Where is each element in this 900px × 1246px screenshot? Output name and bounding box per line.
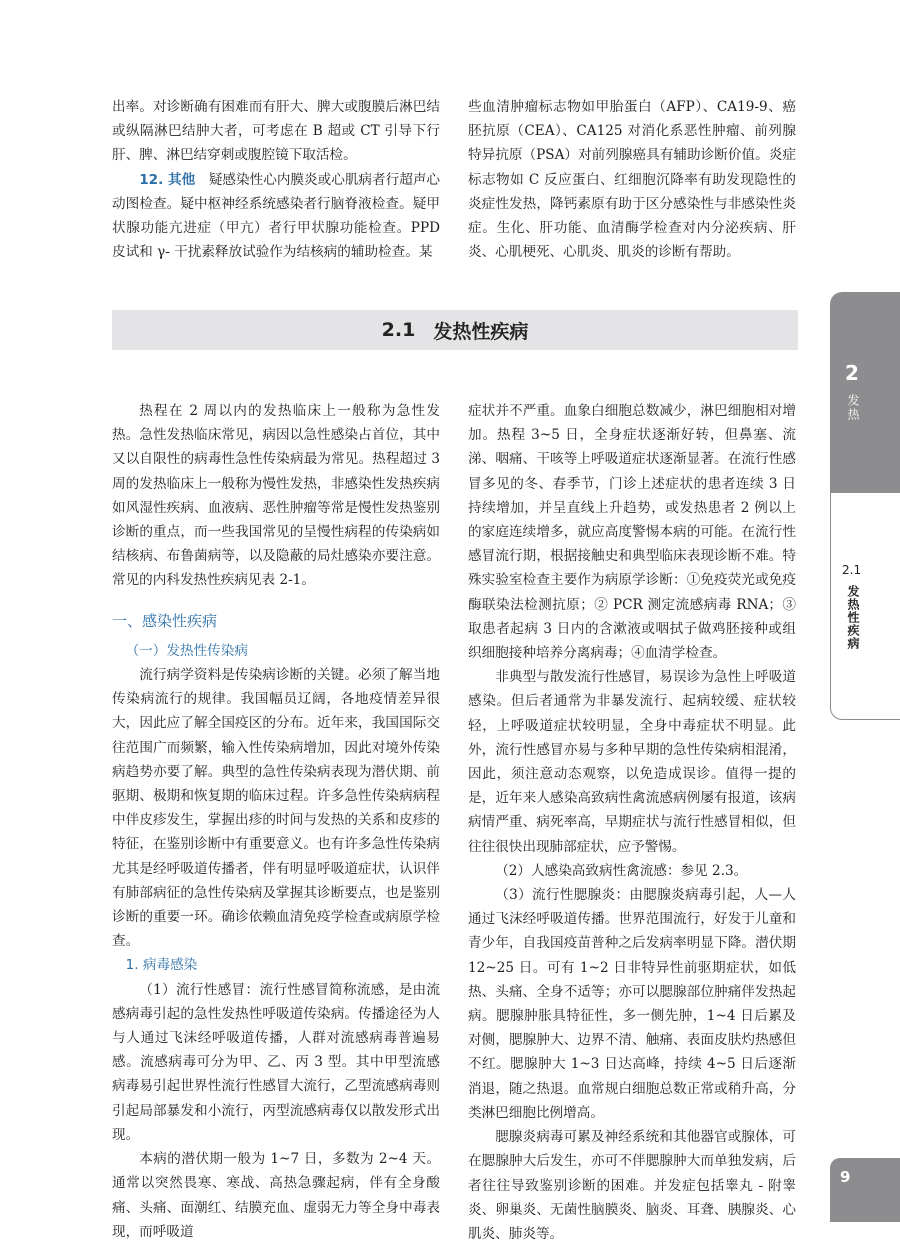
paragraph: 本病的潜伏期一般为 1~7 日，多数为 2~4 天。通常以突然畏寒、寒战、高热急骤起病，伴有全身酸痛、头痛、面潮红、结膜充血、虚弱无力等全身中毒表现，而呼吸道: [112, 1151, 440, 1240]
paragraph: 流行病学资料是传染病诊断的关键。必须了解当地传染病流行的规律。我国幅员辽阔，各地疫情差异很大，因此应了解全国疫区的分布。近年来，我国国际交往范围广而频繁，输入性传染病增加，因此对境外传染病趋势亦要了解。典型的急性传染病表现为潜伏期、前驱期、极期和恢复期的临床过程。许多急性传染病病程中伴皮疹发生，掌握出疹的时间与发热的关系和皮疹的特征，在鉴别诊断中有重要意义。也有许多急性传染病尤其是经呼吸道传播者，伴有明显呼吸道症状，认识伴有肺部病征的急性传染病及掌握其诊断要点，也是鉴别诊断的重要一环。确诊依赖血清免疫学检查或病原学检查。: [112, 667, 440, 950]
section-banner: [112, 310, 798, 350]
item-text: 疑感染性心内膜炎或心肌病者行超声心动图检查。疑中枢神经系统感染者行脑脊液检查。疑甲状腺功能亢进症（甲亢）者行甲状腺功能检查。PPD 皮试和 γ- 干扰素释放试验作为结核病的辅助检查。某: [112, 171, 441, 261]
heading-level-2: （一）发热性传染病: [125, 642, 248, 659]
heading-level-1: 一、感染性疾病: [112, 611, 218, 630]
paragraph: （1）流行性感冒：流行性感冒简称流感，是由流感病毒引起的急性发热性呼吸道传染病。传播途径为人与人通过飞沫经呼吸道传播，人群对流感病毒普遍易感。流感病毒可分为甲、乙、丙 3 型。其中甲型流感病毒易引起世界性流行性感冒大流行，乙型流感病毒则引起局部暴发和小流行，丙型流感病毒仅以散发形式出现。: [112, 981, 440, 1143]
section-number: 2.1: [381, 319, 416, 341]
section-title: 发热性疾病: [433, 320, 529, 343]
paragraph: （2）人感染高致病性禽流感：参见 2.3。: [495, 862, 748, 879]
chapter-label: 发热: [846, 394, 860, 422]
item-number: 12. 其他: [139, 171, 196, 188]
paragraph: 些血清肿瘤标志物如甲胎蛋白（AFP）、CA19-9、癌胚抗原（CEA）、CA125 对消化系恶性肿瘤、前列腺特异抗原（PSA）对前列腺癌具有辅助诊断价值。炎症标志物如 C 反应蛋白、红细胞沉降率有助发现隐性的炎症性发热，降钙素原有助于区分感染性与非感染性炎症。生化、肝功能、血清酶学检查对内分泌疾病、肝炎、心肌梗死、心肌炎、肌炎的诊断有帮助。: [468, 99, 796, 261]
chapter-side-tab: [830, 292, 900, 720]
paragraph: （3）流行性腮腺炎：由腮腺炎病毒引起，人—人通过飞沫经呼吸道传播。世界范围流行，好发于儿童和青少年，自我国疫苗普种之后发病率明显下降。潜伏期 12~25 日。可有 1~2 日非特异性前驱期症状，如低热、头痛、全身不适等；亦可以腮腺部位肿痛伴发热起病。腮腺肿胀具特征性，多一侧先肿，1~4 日后累及对侧，腮腺肿大、边界不清、触痛、表面皮肤灼热感但不红。腮腺肿大 1~3 日达高峰，持续 4~5 日后逐渐消退，随之热退。血常规白细胞总数正常或稍升高，分类淋巴细胞比例增高。: [468, 887, 796, 1121]
page-number: 9: [840, 1168, 851, 1186]
heading-level-3: 1. 病毒感染: [125, 957, 198, 974]
paragraph: 出率。对诊断确有困难而有肝大、脾大或腹膜后淋巴结或纵隔淋巴结肿大者，可考虑在 B 超或 CT 引导下行肝、脾、淋巴结穿刺或腹腔镜下取活检。: [112, 99, 440, 164]
top-left-column: [112, 95, 440, 264]
left-column: [112, 399, 440, 1244]
paragraph: 腮腺炎病毒可累及神经系统和其他器官或腺体，可在腮腺肿大后发生，亦可不伴腮腺肿大而单独发病，后者往往导致鉴别诊断的困难。并发症包括睾丸 - 附睾炎、卵巢炎、无菌性脑膜炎、脑炎、耳聋、胰腺炎、心肌炎、肺炎等。: [468, 1129, 796, 1242]
subsection-number: 2.1: [842, 563, 862, 577]
paragraph: 热程在 2 周以内的发热临床上一般称为急性发热。急性发热临床常见，病因以急性感染占首位，其中又以自限性的病毒性急性传染病最为常见。热程超过 3 周的发热临床上一般称为慢性发热，非感染性发热疾病如风湿性疾病、血液病、恶性肿瘤等常是慢性发热鉴别诊断的重点，而一些我国常见的呈慢性病程的传染病如结核病、布鲁菌病等，以及隐蔽的局灶感染亦要注意。常见的内科发热性疾病见表 2-1。: [112, 403, 440, 589]
chapter-tab-highlight: [831, 293, 900, 493]
chapter-number: 2: [845, 361, 859, 385]
paragraph: [112, 168, 440, 265]
page-number-tab: [830, 1158, 900, 1222]
subsection-label: 发热性疾病: [846, 585, 860, 650]
paragraph: 症状并不严重。血象白细胞总数减少，淋巴细胞相对增加。热程 3~5 日，全身症状逐渐好转，但鼻塞、流涕、咽痛、干咳等上呼吸道症状逐渐显著。在流行性感冒多见的冬、春季节，门诊上述症状的患者连续 3 日持续增加，并呈直线上升趋势，或发热患者 2 例以上的家庭连续增多，就应高度警惕本病的可能。在流行性感冒流行期，根据接触史和典型临床表现诊断不难。特殊实验室检查主要作为病原学诊断：①免疫荧光或免疫酶联染法检测抗原；② PCR 测定流感病毒 RNA；③取患者起病 3 日内的含漱液或咽拭子做鸡胚接种或组织细胞接种培养分离病毒；④血清学检查。: [468, 403, 796, 662]
top-right-column: [468, 95, 796, 264]
right-column: [468, 399, 796, 1246]
paragraph: 非典型与散发流行性感冒，易误诊为急性上呼吸道感染。但后者通常为非暴发流行、起病较缓、症状较轻，上呼吸道症状较明显，全身中毒症状不明显。此外，流行性感冒亦易与多种早期的急性传染病相混淆，因此，须注意动态观察，以免造成误诊。值得一提的是，近年来人感染高致病性禽流感病例屡有报道，该病病情严重、病死率高，早期症状与流行性感冒相似，但往往很快出现肺部症状，应予警惕。: [468, 669, 796, 855]
